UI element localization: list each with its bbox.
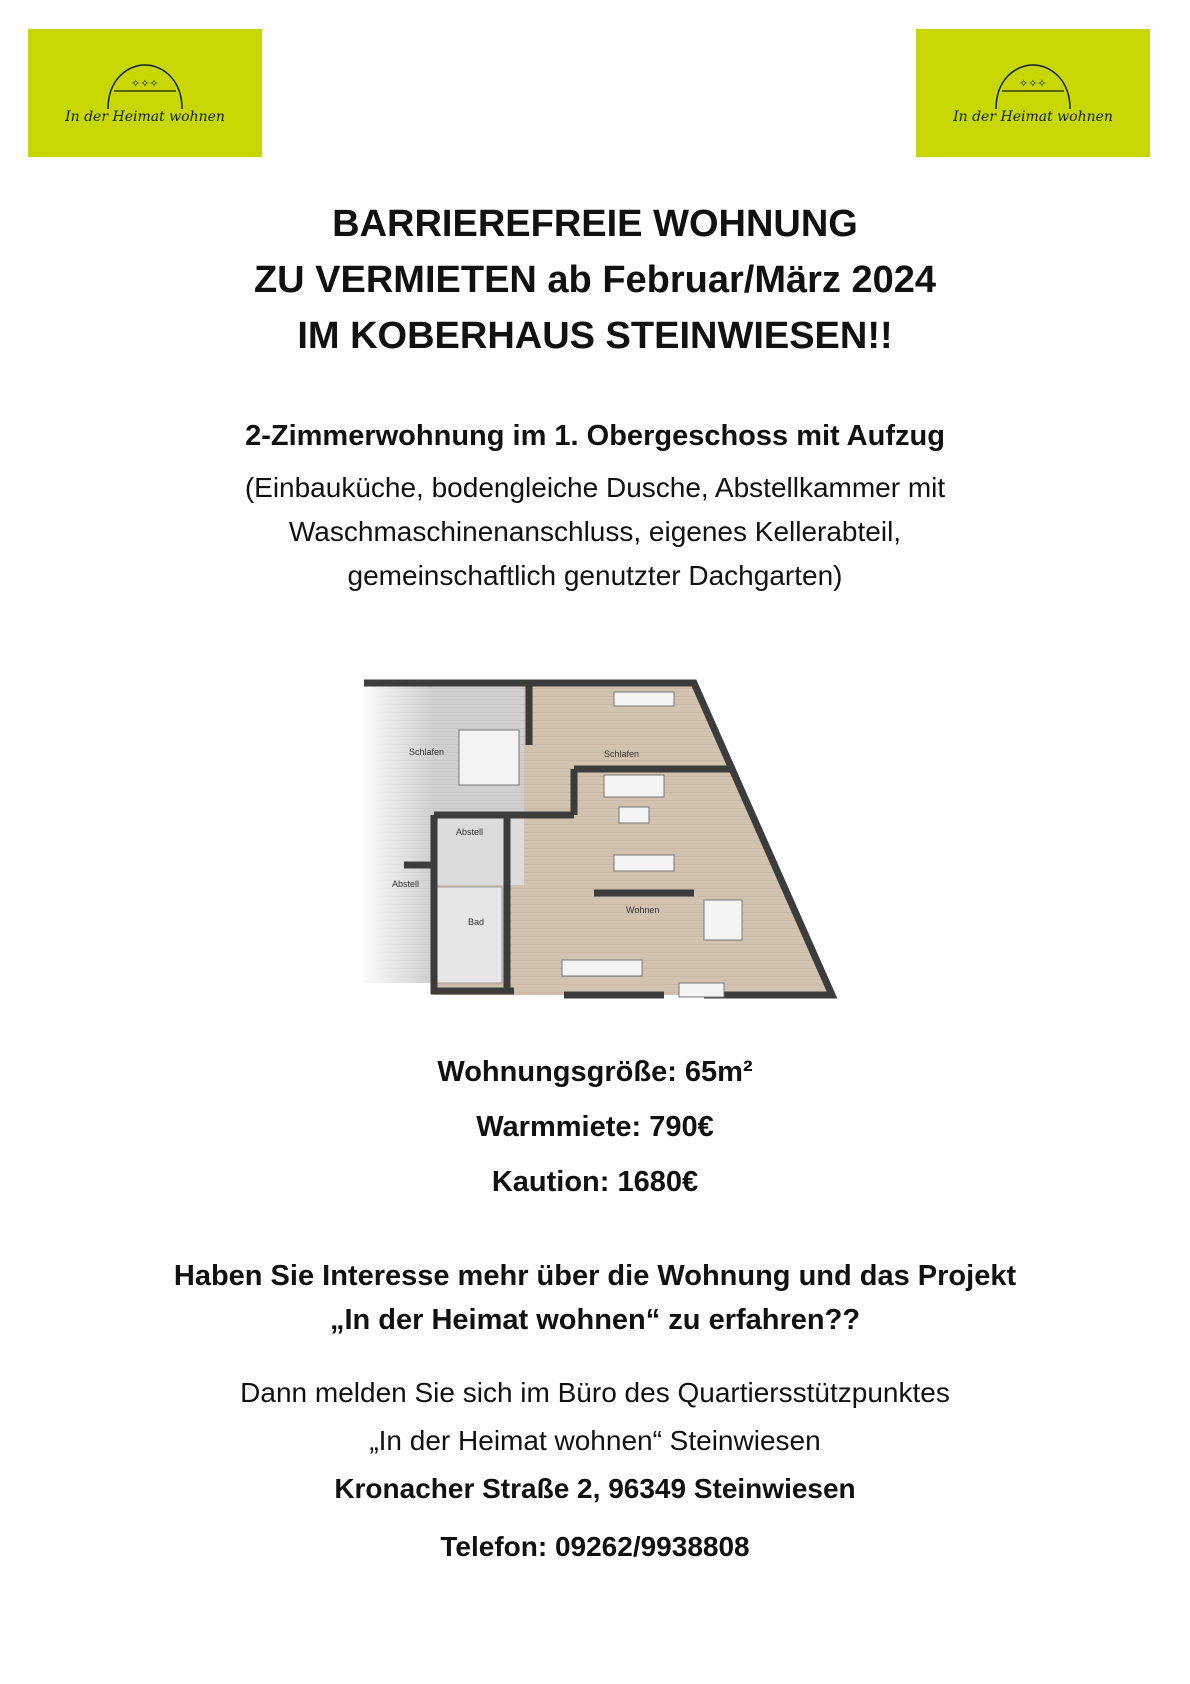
logo-text: In der Heimat wohnen	[953, 109, 1113, 125]
details-line: (Einbauküche, bodengleiche Dusche, Abstellkammer mit	[244, 472, 946, 503]
details-line: Waschmaschinenanschluss, eigenes Kellerabteil,	[288, 516, 902, 547]
room-label-wohnen: Wohnen	[626, 905, 660, 915]
room-label-schlafen-left: Schlafen	[409, 747, 445, 757]
apartment-details	[0, 466, 1190, 598]
logo-left	[28, 29, 262, 157]
headline	[0, 196, 1190, 364]
contact-line: „In der Heimat wohnen“ Steinwiesen	[369, 1425, 821, 1456]
interest-question	[0, 1254, 1190, 1342]
house-logo-icon	[28, 29, 262, 157]
interest-line: Haben Sie Interesse mehr über die Wohnung und das Projekt	[173, 1260, 1017, 1292]
apartment-facts	[0, 1052, 1190, 1217]
headline-line: ZU VERMIETEN ab Februar/März 2024	[253, 259, 937, 301]
contact-address: Kronacher Straße 2, 96349 Steinwiesen	[334, 1473, 856, 1504]
size-value: Wohnungsgröße: 65m²	[437, 1056, 753, 1088]
contact-info	[0, 1369, 1190, 1571]
logo-text: In der Heimat wohnen	[65, 109, 225, 125]
contact-phone: Telefon: 09262/9938808	[440, 1531, 750, 1562]
svg-text:✧✧✧: ✧✧✧	[1019, 77, 1047, 90]
bathroom-floor	[436, 887, 502, 983]
room-label-abstell-left: Abstell	[392, 879, 420, 889]
deposit-value: Kaution: 1680€	[491, 1166, 699, 1198]
svg-text:✧✧✧: ✧✧✧	[131, 77, 159, 90]
house-logo-icon	[916, 29, 1150, 157]
headline-line: BARRIEREFREIE WOHNUNG	[332, 203, 858, 245]
floor-plan	[364, 665, 860, 1013]
room-label-abstell: Abstell	[456, 827, 484, 837]
headline-line: IM KOBERHAUS STEINWIESEN!!	[297, 315, 893, 357]
rent-value: Warmmiete: 790€	[476, 1111, 714, 1143]
interest-line: „In der Heimat wohnen“ zu erfahren??	[329, 1304, 861, 1336]
room-label-bad: Bad	[468, 917, 485, 927]
logo-right	[916, 29, 1150, 157]
contact-line: Dann melden Sie sich im Büro des Quartiersstützpunktes	[240, 1377, 950, 1408]
subtitle: 2-Zimmerwohnung im 1. Obergeschoss mit Aufzug	[245, 420, 945, 452]
details-line: gemeinschaftlich genutzter Dachgarten)	[347, 560, 843, 591]
room-label-schlafen-right: Schlafen	[604, 749, 640, 759]
